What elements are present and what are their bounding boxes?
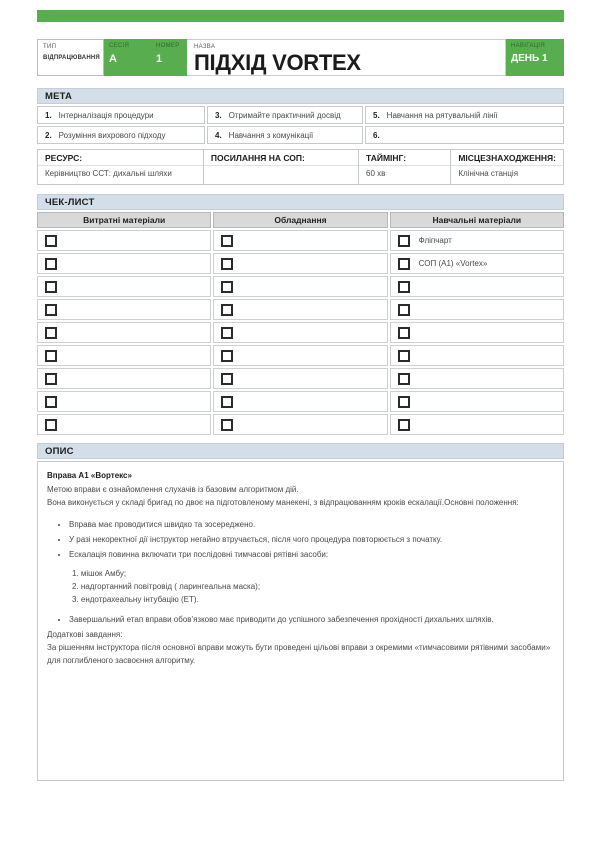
checklist-section-heading: ЧЕК-ЛИСТ [37, 194, 564, 210]
session-header [37, 39, 564, 76]
checklist-cell [390, 345, 564, 366]
goal-number: 6. [373, 130, 380, 140]
checklist-cell [213, 276, 387, 297]
checklist-cell [37, 391, 211, 412]
bullet-item: • Вправа має проводитися швидко та зосереджено. [69, 518, 554, 531]
checkbox[interactable] [45, 396, 57, 408]
navigation-label: НАВІГАЦІЯ [511, 43, 545, 49]
navigation-box [506, 39, 564, 76]
resource-label: РЕСУРС: [38, 150, 203, 166]
column-header-equipment: Обладнання [213, 212, 387, 228]
description-section-heading: ОПИС [37, 443, 564, 459]
title-box [187, 39, 506, 76]
checklist-cell [213, 345, 387, 366]
checklist-row [37, 253, 564, 274]
checklist-cell [213, 368, 387, 389]
resource-value: Керівництво ССТ: дихальні шляхи [45, 169, 172, 178]
description-body [37, 461, 564, 781]
goals-section [37, 88, 564, 144]
extra-tasks-label: Додаткові завдання: [47, 630, 123, 639]
checkbox[interactable] [45, 350, 57, 362]
goal-text: Отримайте практичний досвід [228, 110, 341, 120]
rescue-means-item: 2. надгортанний повітровід ( ларингеальна маска); [72, 582, 261, 591]
bullet-text: Ескалація повинна включати три послідовні тимчасові рятівні засоби: [69, 550, 329, 559]
checkbox[interactable] [221, 396, 233, 408]
checkbox[interactable] [398, 350, 410, 362]
checkbox[interactable] [45, 258, 57, 270]
checkbox[interactable] [398, 304, 410, 316]
checklist-cell [37, 414, 211, 435]
checklist-item-label: СОП (А1) «Vortex» [418, 259, 488, 268]
checklist-row [37, 368, 564, 389]
checklist-cell [390, 276, 564, 297]
checklist-row [37, 414, 564, 435]
goal-number: 1. [45, 110, 52, 120]
goal-number: 2. [45, 130, 52, 140]
checkbox[interactable] [221, 327, 233, 339]
checklist-cell [213, 230, 387, 251]
sop-link-label: ПОСИЛАННЯ НА СОП: [204, 150, 358, 166]
checklist-item-label: Фліпчарт [418, 236, 452, 245]
bullet-item: • Завершальний етап вправи обов'язково має приводити до успішного забезпечення прохідності дихальних шляхів. [69, 613, 554, 626]
session-value: А [109, 53, 117, 65]
checkbox[interactable] [45, 235, 57, 247]
checklist-section [37, 194, 564, 435]
location-label: МІСЦЕЗНАХОДЖЕННЯ: [451, 150, 563, 166]
number-label: НОМЕР [156, 43, 180, 49]
rescue-means-item: 3. ендотрахеальну інтубацію (ЕТ). [72, 595, 199, 604]
checklist-row [37, 322, 564, 343]
day-color-bar [37, 10, 564, 22]
checkbox[interactable] [398, 396, 410, 408]
session-box [104, 39, 151, 76]
checklist-row [37, 230, 564, 251]
checkbox[interactable] [398, 419, 410, 431]
checkbox[interactable] [221, 350, 233, 362]
number-value: 1 [156, 53, 163, 65]
checklist-cell [390, 368, 564, 389]
goal-text: Інтерналізація процедури [58, 110, 154, 120]
checklist-cell [213, 414, 387, 435]
goal-item [37, 106, 205, 124]
checkbox[interactable] [221, 373, 233, 385]
rescue-means-item: 1. мішок Амбу; [72, 569, 127, 578]
checkbox[interactable] [398, 327, 410, 339]
timing-label: ТАЙМІНГ: [359, 150, 450, 166]
goal-item [365, 126, 564, 144]
checkbox[interactable] [398, 258, 410, 270]
session-label: СЕСІЯ [109, 43, 130, 49]
type-value: ВІДПРАЦЮВАННЯ [43, 55, 100, 61]
checkbox[interactable] [45, 373, 57, 385]
description-section [37, 443, 564, 781]
goal-item [365, 106, 564, 124]
extra-tasks-text: За рішенням інструктора після основної вправи можуть бути проведені цільові вправи з окремими «тимчасовими рятівними засобами» для поглибленого засвоєння алгоритму. [47, 643, 551, 665]
checklist-cell [213, 253, 387, 274]
timing-value: 60 хв [366, 169, 386, 178]
checklist-row [37, 299, 564, 320]
checkbox[interactable] [45, 304, 57, 316]
checklist-row [37, 345, 564, 366]
goal-number: 5. [373, 110, 380, 120]
checkbox[interactable] [221, 281, 233, 293]
checklist-cell [390, 414, 564, 435]
column-header-consumables: Витратні матеріали [37, 212, 211, 228]
checklist-cell [390, 322, 564, 343]
bullet-item [69, 548, 554, 606]
description-bullet-list [59, 518, 554, 626]
checkbox[interactable] [45, 281, 57, 293]
checkbox[interactable] [221, 419, 233, 431]
checklist-cell [390, 253, 564, 274]
checklist-cell [390, 230, 564, 251]
goal-item [37, 126, 205, 144]
checklist-cell [390, 299, 564, 320]
location-value: Клінічна станція [458, 169, 519, 178]
number-box [151, 39, 187, 76]
checkbox[interactable] [398, 235, 410, 247]
checklist-cell [390, 391, 564, 412]
description-paragraph: Метою вправи є ознайомлення слухачів із базовим алгоритмом дій. [47, 485, 299, 494]
exercise-title: Вправа А1 «Вортекс» [47, 471, 132, 480]
checkbox[interactable] [45, 327, 57, 339]
bullet-item: • У разі некоректної дії інструктор негайно втручається, після чого процедура повторюється з початку. [69, 533, 554, 546]
title-label: НАЗВА [194, 44, 216, 50]
checklist-cell [213, 299, 387, 320]
checkbox[interactable] [221, 235, 233, 247]
checklist-cell [37, 345, 211, 366]
checklist-cell [37, 299, 211, 320]
checklist-cell [37, 322, 211, 343]
type-box [37, 39, 104, 76]
checklist-cell [37, 253, 211, 274]
resource-cell [38, 150, 203, 184]
checkbox[interactable] [398, 373, 410, 385]
goals-row [37, 106, 564, 124]
navigation-value: ДЕНЬ 1 [511, 53, 548, 64]
checkbox[interactable] [398, 281, 410, 293]
goal-number: 3. [215, 110, 222, 120]
goal-item [207, 106, 363, 124]
checklist-cell [213, 391, 387, 412]
checklist-cell [213, 322, 387, 343]
sop-link-value [204, 166, 358, 184]
column-header-training-materials: Навчальні матеріали [390, 212, 564, 228]
checkbox[interactable] [45, 419, 57, 431]
checklist-row [37, 391, 564, 412]
goals-section-heading: МЕТА [37, 88, 564, 104]
checkbox[interactable] [221, 258, 233, 270]
resources-row [37, 149, 564, 185]
checklist-cell [37, 230, 211, 251]
goal-text: Навчання на рятувальній лінії [386, 110, 498, 120]
type-label: ТИП [43, 44, 57, 50]
checkbox[interactable] [221, 304, 233, 316]
goal-text: Навчання з комунікації [228, 130, 314, 140]
timing-cell [358, 150, 450, 184]
sop-link-cell [203, 150, 358, 184]
rescue-means-list [72, 567, 554, 606]
goal-item [207, 126, 363, 144]
page-title: ПІДХІД VORTEX [194, 50, 361, 75]
goals-row [37, 126, 564, 144]
description-paragraph: Вона виконується у складі бригад по двоє на підготовленому манекені, з відпрацюванням кроків ескалації.Основні положення: [47, 498, 519, 507]
checklist-cell [37, 368, 211, 389]
goal-text: Розуміння вихрового підходу [58, 130, 166, 140]
goal-number: 4. [215, 130, 222, 140]
location-cell [450, 150, 563, 184]
checklist-header-row [37, 212, 564, 228]
checklist-cell [37, 276, 211, 297]
checklist-row [37, 276, 564, 297]
